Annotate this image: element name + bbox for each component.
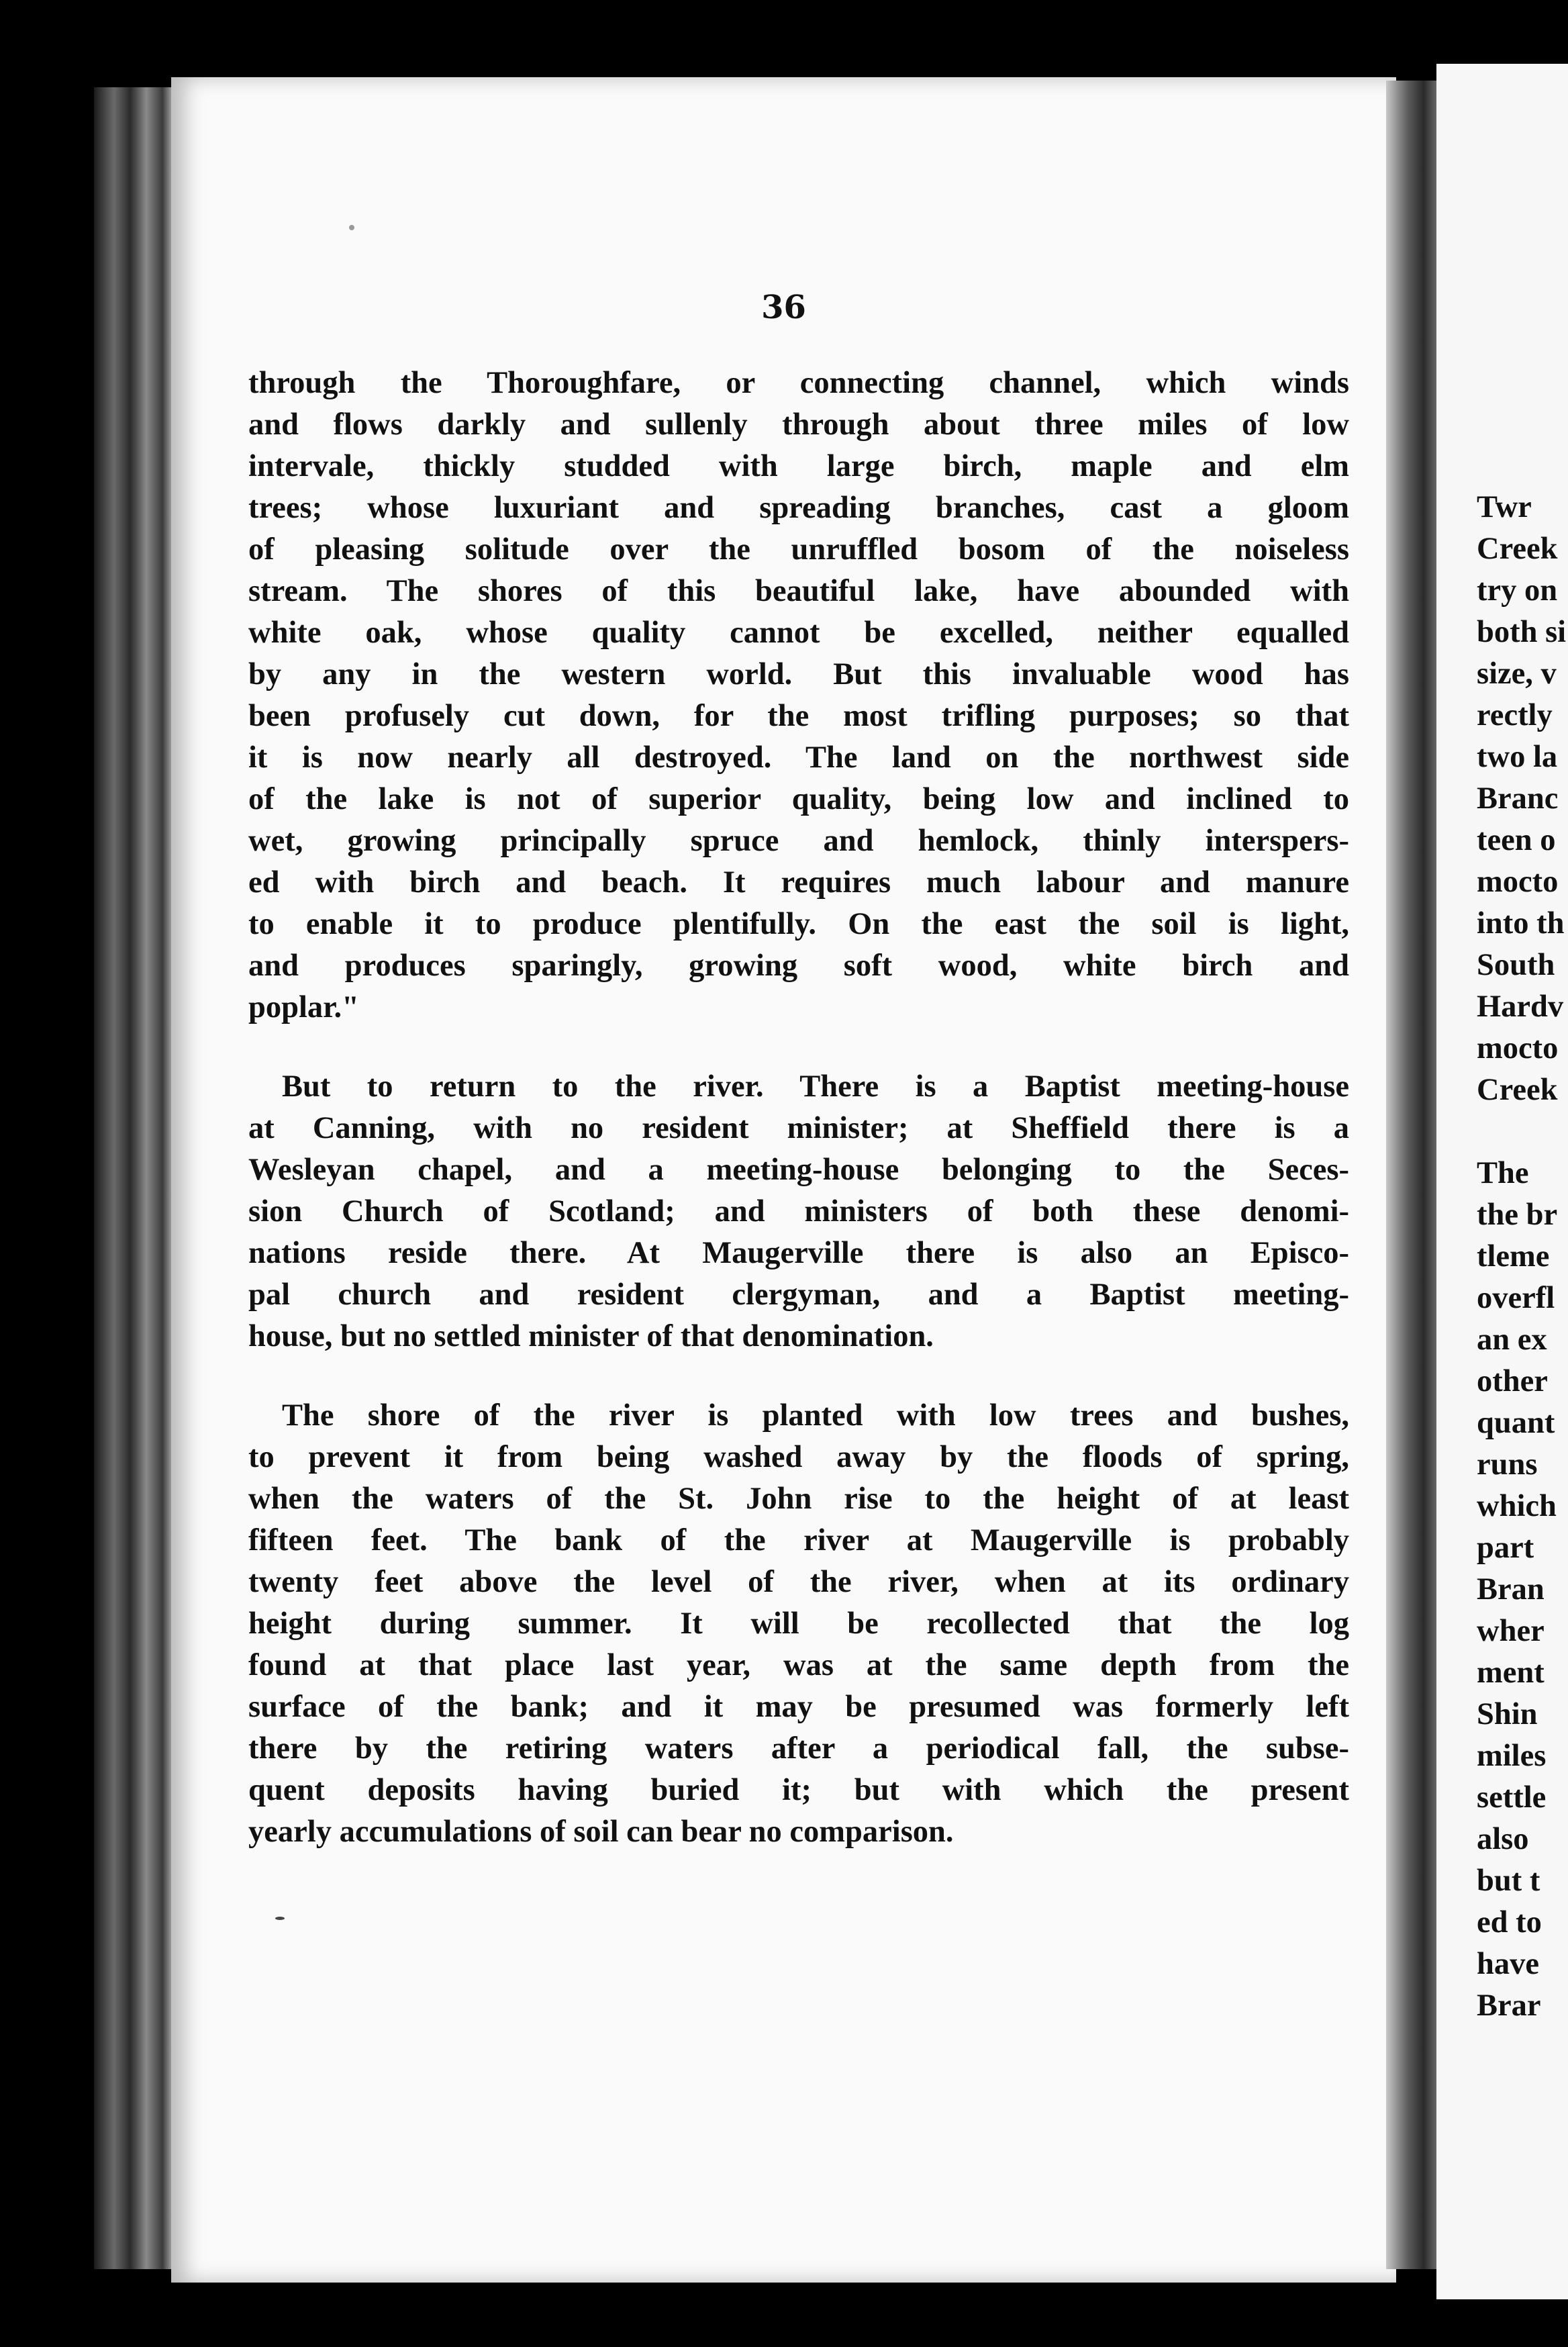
adjacent-text-fragment: runs: [1477, 1447, 1538, 1482]
adjacent-text-fragment: teen o: [1477, 823, 1556, 857]
text-line: sion Church of Scotland; and ministers of both these denomi-: [248, 1194, 1349, 1229]
adjacent-page-text: [1477, 487, 1566, 2027]
text-line: Wesleyan chapel, and a meeting-house belonging to the Seces-: [248, 1153, 1349, 1187]
paragraph: [248, 1395, 1349, 1853]
adjacent-text-fragment: ment: [1477, 1656, 1545, 1690]
adjacent-text-fragment: also: [1477, 1822, 1529, 1856]
text-line: to enable it to produce plentifully. On the east the soil is light,: [248, 907, 1349, 941]
text-line: to prevent it from being washed away by the floods of spring,: [248, 1440, 1349, 1474]
text-line: been profusely cut down, for the most trifling purposes; so that: [248, 699, 1349, 733]
adjacent-text-fragment: rectly: [1477, 698, 1553, 732]
text-line: But to return to the river. There is a Baptist meeting-house: [282, 1069, 1349, 1104]
text-line: it is now nearly all destroyed. The land on the northwest side: [248, 740, 1349, 775]
text-line: of pleasing solitude over the unruffled bosom of the noiseless: [248, 532, 1349, 567]
text-line: poplar.": [248, 990, 359, 1024]
text-line: stream. The shores of this beautiful lake, have abounded with: [248, 574, 1349, 608]
text-line: height during summer. It will be recollected that the log: [248, 1607, 1349, 1641]
adjacent-text-fragment: settle: [1477, 1780, 1547, 1815]
adjacent-text-fragment: Creek: [1477, 1073, 1558, 1107]
adjacent-text-fragment: part: [1477, 1531, 1534, 1565]
text-line: pal church and resident clergyman, and a Baptist meeting-: [248, 1278, 1349, 1312]
text-line: by any in the western world. But this invaluable wood has: [248, 657, 1349, 691]
scan-speck: [275, 1917, 285, 1920]
text-line: ed with birch and beach. It requires much labour and manure: [248, 865, 1349, 900]
adjacent-text-fragment: Brar: [1477, 1989, 1541, 2023]
text-line: nations reside there. At Maugerville there is also an Episco-: [248, 1236, 1349, 1270]
adjacent-text-fragment: an ex: [1477, 1323, 1547, 1357]
adjacent-page-edge: [1436, 64, 1568, 2299]
page-number: 36: [761, 289, 806, 326]
scan-speck: [349, 225, 354, 230]
text-line: house, but no settled minister of that denomination.: [248, 1319, 934, 1353]
adjacent-text-fragment: mocto: [1477, 1031, 1559, 1065]
text-line: twenty feet above the level of the river, when at its ordinary: [248, 1565, 1349, 1599]
adjacent-text-fragment: Twr: [1477, 490, 1532, 524]
paragraph: [248, 1066, 1349, 1357]
text-line: white oak, whose quality cannot be excelled, neither equalled: [248, 616, 1349, 650]
text-line: The shore of the river is planted with low trees and bushes,: [282, 1398, 1349, 1433]
adjacent-text-fragment: Bran: [1477, 1572, 1545, 1607]
adjacent-text-fragment: Hardv: [1477, 990, 1564, 1024]
adjacent-text-fragment: Branc: [1477, 781, 1559, 816]
text-line: found at that place last year, was at the same depth from the: [248, 1648, 1349, 1682]
adjacent-text-fragment: into th: [1477, 906, 1565, 941]
text-line: surface of the bank; and it may be presumed was formerly left: [248, 1690, 1349, 1724]
paragraph: [248, 363, 1349, 1028]
adjacent-text-fragment: South: [1477, 948, 1555, 982]
text-line: intervale, thickly studded with large birch, maple and elm: [248, 449, 1349, 483]
adjacent-text-fragment: overfl: [1477, 1281, 1555, 1315]
text-line: when the waters of the St. John rise to the height of at least: [248, 1482, 1349, 1516]
text-line: trees; whose luxuriant and spreading branches, cast a gloom: [248, 491, 1349, 525]
adjacent-text-fragment: two la: [1477, 740, 1558, 774]
text-line: at Canning, with no resident minister; at Sheffield there is a: [248, 1111, 1349, 1145]
adjacent-text-fragment: which: [1477, 1489, 1557, 1523]
text-line: there by the retiring waters after a periodical fall, the subse-: [248, 1731, 1349, 1766]
text-line: quent deposits having buried it; but with which the present: [248, 1773, 1349, 1807]
adjacent-text-fragment: tleme: [1477, 1239, 1550, 1274]
adjacent-text-fragment: ed to: [1477, 1905, 1542, 1939]
text-line: of the lake is not of superior quality, being low and inclined to: [248, 782, 1349, 816]
adjacent-text-fragment: but t: [1477, 1864, 1540, 1898]
text-line: yearly accumulations of soil can bear no comparison.: [248, 1815, 954, 1849]
page-body-text: [248, 363, 1349, 1890]
text-line: wet, growing principally spruce and hemlock, thinly interspers-: [248, 824, 1349, 858]
text-line: through the Thoroughfare, or connecting channel, which winds: [248, 366, 1349, 400]
adjacent-text-fragment: Shin: [1477, 1697, 1538, 1731]
adjacent-text-fragment: [1477, 1111, 1566, 1153]
adjacent-text-fragment: Creek: [1477, 532, 1558, 566]
adjacent-text-fragment: wher: [1477, 1614, 1545, 1648]
adjacent-text-fragment: try on: [1477, 573, 1558, 608]
book-gutter: [1386, 81, 1440, 2269]
adjacent-text-fragment: the br: [1477, 1198, 1558, 1232]
adjacent-text-fragment: size, v: [1477, 657, 1557, 691]
text-line: and flows darkly and sullenly through about three miles of low: [248, 408, 1349, 442]
adjacent-text-fragment: mocto: [1477, 865, 1559, 899]
adjacent-text-fragment: other: [1477, 1364, 1548, 1398]
adjacent-text-fragment: miles: [1477, 1739, 1547, 1773]
book-edge-left: [94, 87, 175, 2269]
adjacent-text-fragment: have: [1477, 1947, 1539, 1981]
adjacent-text-fragment: both si: [1477, 615, 1567, 649]
text-line: fifteen feet. The bank of the river at Maugerville is probably: [248, 1523, 1349, 1558]
text-line: and produces sparingly, growing soft wood, white birch and: [248, 949, 1349, 983]
adjacent-text-fragment: The: [1477, 1156, 1529, 1190]
adjacent-text-fragment: quant: [1477, 1406, 1555, 1440]
